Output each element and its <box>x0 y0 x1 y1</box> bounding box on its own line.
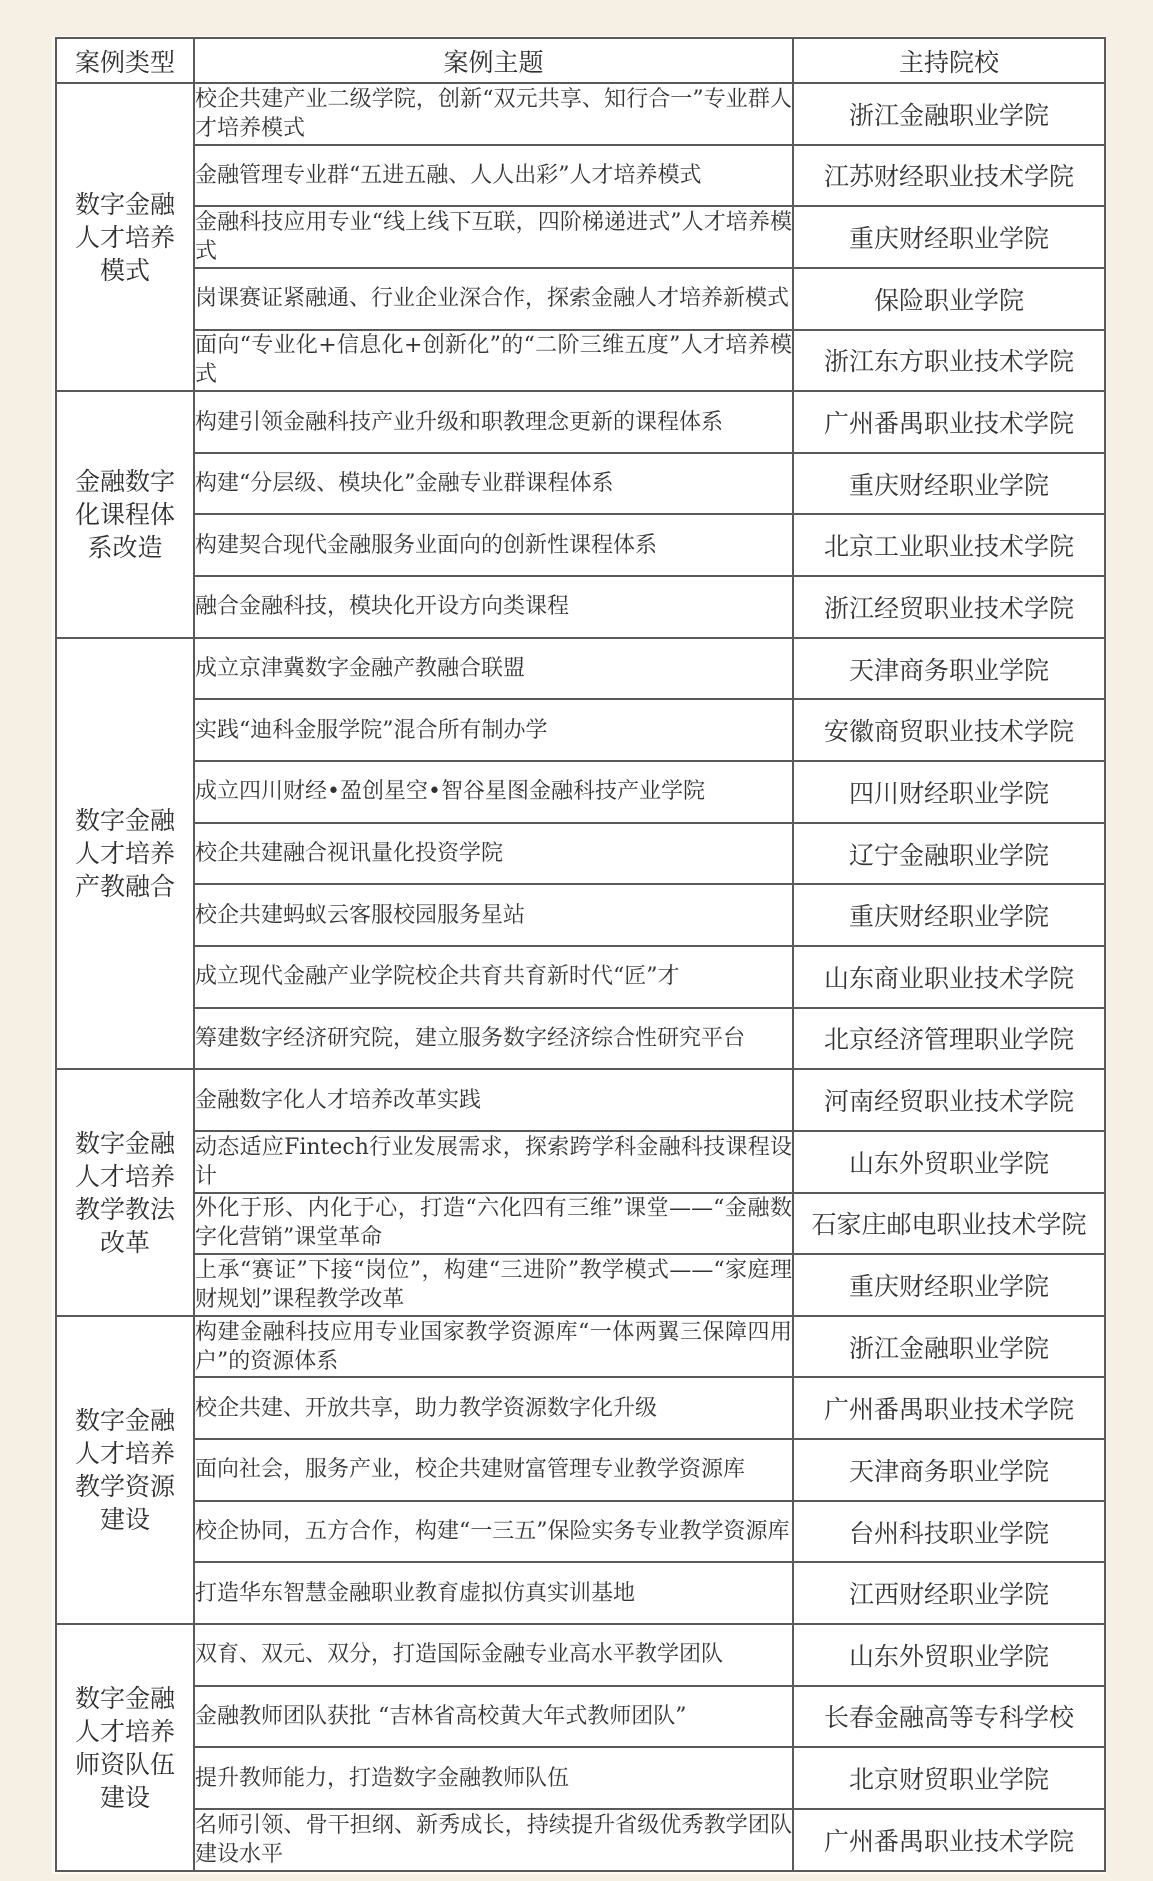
host-school-cell: 重庆财经职业学院 <box>793 453 1105 515</box>
table-row <box>56 1008 1105 1070</box>
table-row <box>56 1809 1105 1871</box>
case-type-label: 数字金融人才培养模式 <box>74 189 175 285</box>
table-row <box>56 1377 1105 1439</box>
host-school-cell: 江苏财经职业技术学院 <box>793 145 1105 207</box>
host-school-cell: 河南经贸职业技术学院 <box>793 1069 1105 1131</box>
host-school-cell: 浙江经贸职业技术学院 <box>793 576 1105 638</box>
case-topic-cell: 面向“专业化+信息化+创新化”的“二阶三维五度”人才培养模式 <box>194 330 793 392</box>
table-row <box>56 1316 1105 1378</box>
case-topic-cell: 实践“迪科金服学院”混合所有制办学 <box>194 699 793 761</box>
case-table <box>55 37 1106 1872</box>
case-topic-cell: 校企共建蚂蚁云客服校园服务星站 <box>194 884 793 946</box>
table-row <box>56 145 1105 207</box>
case-topic-cell: 校企共建融合视讯量化投资学院 <box>194 823 793 885</box>
table-row <box>56 514 1105 576</box>
table-row <box>56 1562 1105 1624</box>
host-school-cell: 浙江金融职业学院 <box>793 83 1105 145</box>
table-row <box>56 1624 1105 1686</box>
table-row <box>56 1254 1105 1316</box>
case-topic-cell: 校企共建产业二级学院，创新“双元共享、知行合一”专业群人才培养模式 <box>194 83 793 145</box>
header-case-topic: 案例主题 <box>194 38 793 83</box>
host-school-cell: 广州番禺职业技术学院 <box>793 1809 1105 1871</box>
case-type-label: 数字金融人才培养师资队伍建设 <box>74 1683 175 1812</box>
table-row <box>56 206 1105 268</box>
table-row <box>56 699 1105 761</box>
case-topic-cell: 成立现代金融产业学院校企共育共育新时代“匠”才 <box>194 946 793 1008</box>
table-row <box>56 946 1105 1008</box>
table-row <box>56 1069 1105 1131</box>
case-topic-cell: 双育、双元、双分，打造国际金融专业高水平教学团队 <box>194 1624 793 1686</box>
case-topic-cell: 构建引领金融科技产业升级和职教理念更新的课程体系 <box>194 391 793 453</box>
case-type-label: 数字金融人才培养教学资源建设 <box>74 1405 175 1534</box>
host-school-cell: 重庆财经职业学院 <box>793 884 1105 946</box>
case-topic-cell: 校企协同，五方合作，构建“一三五”保险实务专业教学资源库 <box>194 1501 793 1563</box>
case-topic-cell: 金融管理专业群“五进五融、人人出彩”人才培养模式 <box>194 145 793 207</box>
table-row <box>56 823 1105 885</box>
host-school-cell: 北京财贸职业学院 <box>793 1747 1105 1809</box>
table-row <box>56 268 1105 330</box>
case-type-label: 金融数字化课程体系改造 <box>74 466 175 562</box>
case-topic-cell: 面向社会，服务产业，校企共建财富管理专业教学资源库 <box>194 1439 793 1501</box>
host-school-cell: 北京工业职业技术学院 <box>793 514 1105 576</box>
case-topic-cell: 成立京津冀数字金融产教融合联盟 <box>194 638 793 700</box>
case-topic-cell: 构建金融科技应用专业国家教学资源库“一体两翼三保障四用户”的资源体系 <box>194 1316 793 1378</box>
case-topic-cell: 构建“分层级、模块化”金融专业群课程体系 <box>194 453 793 515</box>
host-school-cell: 四川财经职业学院 <box>793 761 1105 823</box>
host-school-cell: 北京经济管理职业学院 <box>793 1008 1105 1070</box>
header-host-school: 主持院校 <box>793 38 1105 83</box>
host-school-cell: 山东外贸职业学院 <box>793 1624 1105 1686</box>
host-school-cell: 天津商务职业学院 <box>793 638 1105 700</box>
table-row <box>56 453 1105 515</box>
case-topic-cell: 金融教师团队获批 “吉林省高校黄大年式教师团队” <box>194 1686 793 1748</box>
table-row <box>56 330 1105 392</box>
host-school-cell: 辽宁金融职业学院 <box>793 823 1105 885</box>
case-topic-cell: 上承“赛证”下接“岗位”，构建“三进阶”教学模式——“家庭理财规划”课程教学改革 <box>194 1254 793 1316</box>
case-topic-cell: 金融数字化人才培养改革实践 <box>194 1069 793 1131</box>
host-school-cell: 天津商务职业学院 <box>793 1439 1105 1501</box>
case-type-cell <box>56 83 194 391</box>
host-school-cell: 浙江东方职业技术学院 <box>793 330 1105 392</box>
table-row <box>56 83 1105 145</box>
case-topic-cell: 构建契合现代金融服务业面向的创新性课程体系 <box>194 514 793 576</box>
case-topic-cell: 成立四川财经•盈创星空•智谷星图金融科技产业学院 <box>194 761 793 823</box>
host-school-cell: 安徽商贸职业技术学院 <box>793 699 1105 761</box>
case-type-cell <box>56 1069 194 1316</box>
case-topic-cell: 筹建数字经济研究院，建立服务数字经济综合性研究平台 <box>194 1008 793 1070</box>
case-topic-cell: 名师引领、骨干担纲、新秀成长，持续提升省级优秀教学团队建设水平 <box>194 1809 793 1871</box>
case-topic-cell: 打造华东智慧金融职业教育虚拟仿真实训基地 <box>194 1562 793 1624</box>
case-type-cell <box>56 638 194 1069</box>
case-type-cell <box>56 1316 194 1624</box>
table-row <box>56 1131 1105 1193</box>
table-row <box>56 1686 1105 1748</box>
host-school-cell: 山东商业职业技术学院 <box>793 946 1105 1008</box>
table-row <box>56 884 1105 946</box>
table-header-row <box>56 38 1105 83</box>
host-school-cell: 江西财经职业学院 <box>793 1562 1105 1624</box>
host-school-cell: 台州科技职业学院 <box>793 1501 1105 1563</box>
case-topic-cell: 外化于形、内化于心，打造“六化四有三维”课堂——“金融数字化营销”课堂革命 <box>194 1193 793 1255</box>
host-school-cell: 石家庄邮电职业技术学院 <box>793 1193 1105 1255</box>
table-row <box>56 391 1105 453</box>
header-case-type: 案例类型 <box>56 38 194 83</box>
case-type-label: 数字金融人才培养教学教法改革 <box>74 1128 175 1257</box>
host-school-cell: 重庆财经职业学院 <box>793 1254 1105 1316</box>
case-topic-cell: 校企共建、开放共享，助力教学资源数字化升级 <box>194 1377 793 1439</box>
case-topic-cell: 岗课赛证紧融通、行业企业深合作，探索金融人才培养新模式 <box>194 268 793 330</box>
host-school-cell: 广州番禺职业技术学院 <box>793 1377 1105 1439</box>
host-school-cell: 浙江金融职业学院 <box>793 1316 1105 1378</box>
case-topic-cell: 金融科技应用专业“线上线下互联，四阶梯递进式”人才培养模式 <box>194 206 793 268</box>
host-school-cell: 保险职业学院 <box>793 268 1105 330</box>
table-row <box>56 1439 1105 1501</box>
host-school-cell: 重庆财经职业学院 <box>793 206 1105 268</box>
case-type-cell <box>56 1624 194 1871</box>
case-topic-cell: 融合金融科技，模块化开设方向类课程 <box>194 576 793 638</box>
table-row <box>56 576 1105 638</box>
table-row <box>56 1747 1105 1809</box>
table-row <box>56 1193 1105 1255</box>
case-type-cell <box>56 391 194 638</box>
host-school-cell: 山东外贸职业学院 <box>793 1131 1105 1193</box>
table-row <box>56 1501 1105 1563</box>
case-type-label: 数字金融人才培养产教融合 <box>74 806 175 901</box>
host-school-cell: 广州番禺职业技术学院 <box>793 391 1105 453</box>
case-topic-cell: 提升教师能力，打造数字金融教师队伍 <box>194 1747 793 1809</box>
case-topic-cell: 动态适应Fintech行业发展需求，探索跨学科金融科技课程设计 <box>194 1131 793 1193</box>
table-row <box>56 638 1105 700</box>
table-row <box>56 761 1105 823</box>
host-school-cell: 长春金融高等专科学校 <box>793 1686 1105 1748</box>
